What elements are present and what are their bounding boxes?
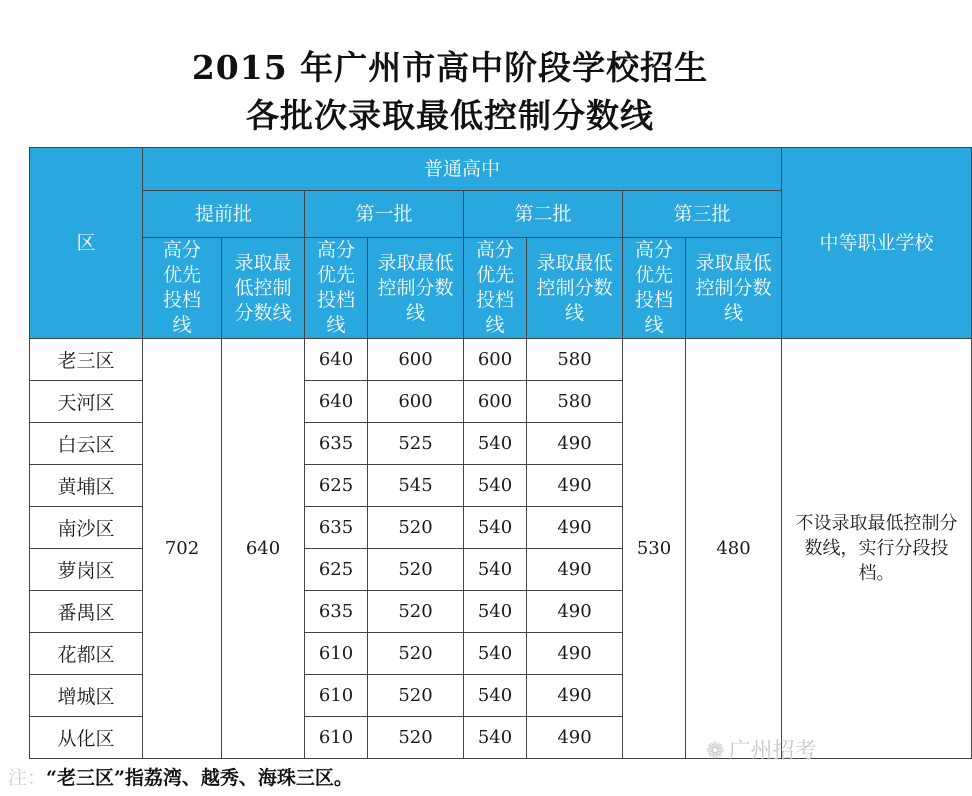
- second-batch-high-score-cell: 540: [464, 423, 527, 465]
- header-high-score-line: 高分优先投档线: [623, 238, 686, 339]
- first-batch-high-score-cell: 635: [305, 423, 368, 465]
- second-batch-high-score-cell: 540: [464, 717, 527, 759]
- second-batch-high-score-cell: 600: [464, 339, 527, 381]
- area-name-cell: 萝岗区: [30, 549, 143, 591]
- second-batch-min-control-cell: 490: [527, 717, 623, 759]
- second-batch-min-control-cell: 580: [527, 339, 623, 381]
- header-high-score-line: 高分优先投档线: [143, 238, 222, 339]
- second-batch-high-score-cell: 540: [464, 465, 527, 507]
- first-batch-min-control-cell: 600: [368, 339, 464, 381]
- first-batch-min-control-cell: 520: [368, 717, 464, 759]
- first-batch-min-control-cell: 600: [368, 381, 464, 423]
- wechat-icon: ❁: [706, 739, 725, 764]
- second-batch-min-control-cell: 490: [527, 507, 623, 549]
- early-batch-min-control-cell: 640: [222, 339, 305, 759]
- second-batch-min-control-cell: 490: [527, 675, 623, 717]
- header-min-control-line: 录取最低控制分数线: [368, 238, 464, 339]
- header-general-high-school: 普通高中: [143, 148, 782, 191]
- second-batch-high-score-cell: 540: [464, 675, 527, 717]
- page-title-line1: 2015 年广州市高中阶段学校招生: [191, 48, 709, 87]
- area-name-cell: 白云区: [30, 423, 143, 465]
- second-batch-min-control-cell: 490: [527, 591, 623, 633]
- header-high-score-line: 高分优先投档线: [305, 238, 368, 339]
- second-batch-high-score-cell: 600: [464, 381, 527, 423]
- header-min-control-line: 录取最低控制分数线: [222, 238, 305, 339]
- area-name-cell: 老三区: [30, 339, 143, 381]
- header-min-control-line: 录取最低控制分数线: [527, 238, 623, 339]
- second-batch-min-control-cell: 490: [527, 465, 623, 507]
- header-batch-third: 第三批: [623, 191, 782, 238]
- first-batch-high-score-cell: 610: [305, 633, 368, 675]
- footnote: [8, 763, 353, 790]
- vocational-school-note-cell: 不设录取最低控制分数线，实行分段投档。: [782, 339, 972, 759]
- area-name-cell: 天河区: [30, 381, 143, 423]
- header-vocational: 中等职业学校: [782, 148, 972, 339]
- second-batch-high-score-cell: 540: [464, 591, 527, 633]
- third-batch-min-control-cell: 480: [686, 339, 782, 759]
- area-name-cell: 从化区: [30, 717, 143, 759]
- score-table-body: [30, 339, 972, 759]
- header-batch-second: 第二批: [464, 191, 623, 238]
- header-min-control-line: 录取最低控制分数线: [686, 238, 782, 339]
- header-high-score-line: 高分优先投档线: [464, 238, 527, 339]
- first-batch-high-score-cell: 610: [305, 717, 368, 759]
- second-batch-min-control-cell: 490: [527, 633, 623, 675]
- table-row: [30, 339, 972, 381]
- first-batch-high-score-cell: 610: [305, 675, 368, 717]
- first-batch-min-control-cell: 520: [368, 633, 464, 675]
- second-batch-min-control-cell: 580: [527, 381, 623, 423]
- first-batch-min-control-cell: 520: [368, 675, 464, 717]
- area-name-cell: 花都区: [30, 633, 143, 675]
- header-batch-first: 第一批: [305, 191, 464, 238]
- first-batch-high-score-cell: 625: [305, 465, 368, 507]
- first-batch-high-score-cell: 640: [305, 339, 368, 381]
- first-batch-high-score-cell: 640: [305, 381, 368, 423]
- header-area: 区: [30, 148, 143, 339]
- first-batch-min-control-cell: 520: [368, 549, 464, 591]
- footnote-prefix: 注：: [8, 767, 47, 789]
- early-batch-high-score-cell: 702: [143, 339, 222, 759]
- second-batch-min-control-cell: 490: [527, 549, 623, 591]
- first-batch-high-score-cell: 635: [305, 591, 368, 633]
- area-name-cell: 增城区: [30, 675, 143, 717]
- second-batch-min-control-cell: 490: [527, 423, 623, 465]
- page-title-line2: 各批次录取最低控制分数线: [246, 96, 654, 135]
- second-batch-high-score-cell: 540: [464, 507, 527, 549]
- first-batch-min-control-cell: 545: [368, 465, 464, 507]
- area-name-cell: 番禺区: [30, 591, 143, 633]
- watermark-text: 广州招考: [728, 739, 817, 764]
- watermark: [706, 734, 816, 765]
- second-batch-high-score-cell: 540: [464, 633, 527, 675]
- header-batch-early: 提前批: [143, 191, 305, 238]
- area-name-cell: 南沙区: [30, 507, 143, 549]
- first-batch-min-control-cell: 520: [368, 591, 464, 633]
- first-batch-high-score-cell: 625: [305, 549, 368, 591]
- first-batch-high-score-cell: 635: [305, 507, 368, 549]
- score-table: [29, 147, 972, 759]
- third-batch-high-score-cell: 530: [623, 339, 686, 759]
- area-name-cell: 黄埔区: [30, 465, 143, 507]
- second-batch-high-score-cell: 540: [464, 549, 527, 591]
- footnote-text: “老三区”指荔湾、越秀、海珠三区。: [46, 767, 353, 789]
- first-batch-min-control-cell: 525: [368, 423, 464, 465]
- first-batch-min-control-cell: 520: [368, 507, 464, 549]
